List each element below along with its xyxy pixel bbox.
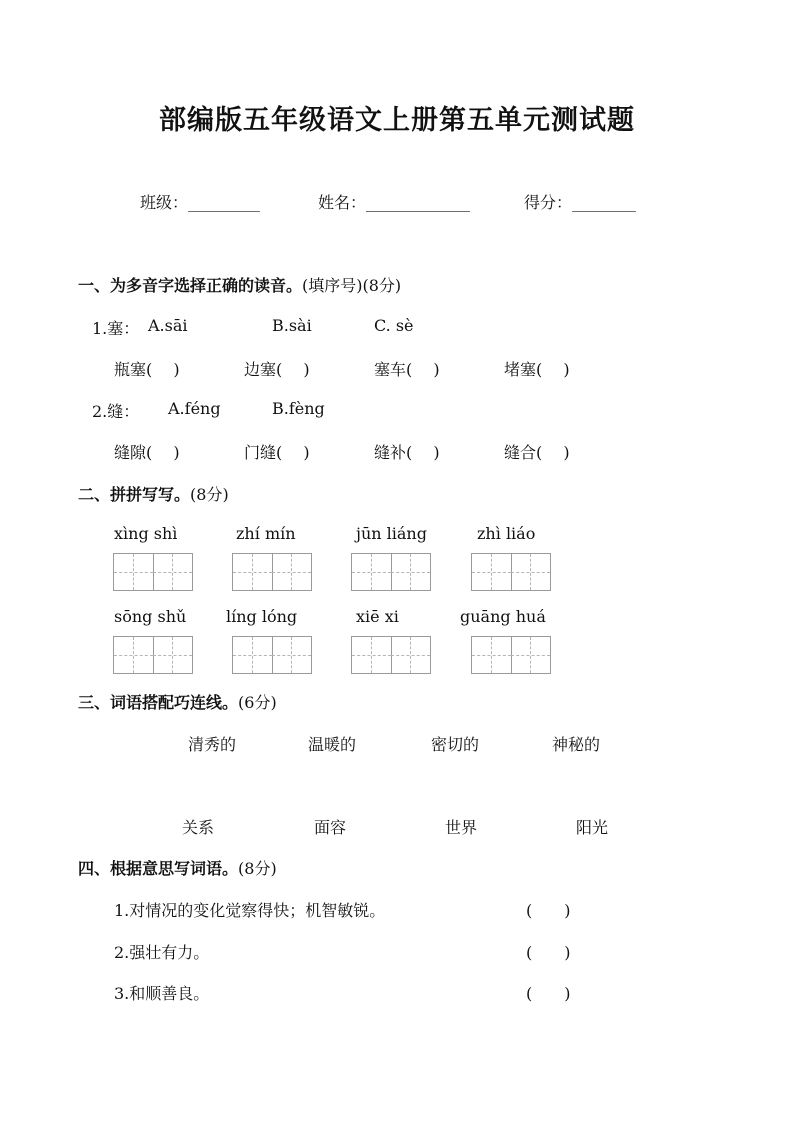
score-blank: ________ xyxy=(572,193,637,212)
pinyin-label: sōng shǔ xyxy=(114,607,187,626)
pinyin-label: xiē xi xyxy=(356,607,399,626)
class-label: 班级： xyxy=(140,193,189,212)
section4-heading xyxy=(78,856,277,879)
section1-title: 一、为多音字选择正确的读音。 xyxy=(78,276,303,295)
writing-grid[interactable] xyxy=(232,636,312,674)
name-field xyxy=(318,190,470,213)
answer-blank[interactable]: ( ) xyxy=(526,984,571,1003)
section1-heading xyxy=(78,273,401,296)
q1-label: 1.塞： xyxy=(92,319,140,338)
class-field xyxy=(140,190,260,213)
section4-points: (8分) xyxy=(238,859,277,878)
pinyin-label: jūn liáng xyxy=(356,524,427,543)
match-word-top[interactable]: 温暖的 xyxy=(308,735,357,754)
section3-title: 三、词语搭配巧连线。 xyxy=(78,693,239,712)
answer-blank[interactable]: ( ) xyxy=(526,901,571,920)
match-word-top[interactable]: 清秀的 xyxy=(188,735,237,754)
q2-option-b: B.fèng xyxy=(272,399,325,418)
writing-grid[interactable] xyxy=(351,636,431,674)
q2-word: 缝隙( ) xyxy=(114,443,180,462)
writing-grid[interactable] xyxy=(232,553,312,591)
match-word-bottom[interactable]: 面容 xyxy=(314,818,347,837)
q2-word: 缝合( ) xyxy=(504,443,570,462)
match-word-top[interactable]: 密切的 xyxy=(431,735,480,754)
writing-grid[interactable] xyxy=(351,553,431,591)
q1-word: 堵塞( ) xyxy=(504,360,570,379)
pinyin-label: zhí mín xyxy=(236,524,296,543)
class-blank: _________ xyxy=(188,193,261,212)
definition-item: 1.对情况的变化觉察得快；机智敏锐。 xyxy=(114,901,386,920)
name-blank: _____________ xyxy=(366,193,471,212)
q1-word: 边塞( ) xyxy=(244,360,310,379)
writing-grid[interactable] xyxy=(471,553,551,591)
q2-option-a: A.féng xyxy=(168,399,221,418)
q1-word: 瓶塞( ) xyxy=(114,360,180,379)
q1-option-a: A.sāi xyxy=(148,316,188,335)
definition-item: 3.和顺善良。 xyxy=(114,984,210,1003)
q2-word: 门缝( ) xyxy=(244,443,310,462)
pinyin-label: guāng huá xyxy=(460,607,546,626)
q1-option-b: B.sài xyxy=(272,316,312,335)
section2-title: 二、拼拼写写。 xyxy=(78,485,191,504)
page-title: 部编版五年级语文上册第五单元测试题 xyxy=(159,105,635,136)
q1-word: 塞车( ) xyxy=(374,360,440,379)
answer-blank[interactable]: ( ) xyxy=(526,943,571,962)
match-word-bottom[interactable]: 世界 xyxy=(445,818,478,837)
section3-points: (6分) xyxy=(238,693,277,712)
section3-heading xyxy=(78,690,277,713)
section2-points: (8分) xyxy=(190,485,229,504)
pinyin-label: zhì liáo xyxy=(477,524,536,543)
score-field xyxy=(524,190,636,213)
name-label: 姓名： xyxy=(318,193,367,212)
section2-heading xyxy=(78,482,229,505)
pinyin-label: líng lóng xyxy=(226,607,298,626)
pinyin-label: xìng shì xyxy=(114,524,178,543)
match-word-bottom[interactable]: 关系 xyxy=(182,818,215,837)
section1-points: (填序号)(8分) xyxy=(302,276,402,295)
writing-grid[interactable] xyxy=(113,636,193,674)
q2-word: 缝补( ) xyxy=(374,443,440,462)
q2-label: 2.缝： xyxy=(92,402,140,421)
writing-grid[interactable] xyxy=(113,553,193,591)
section4-title: 四、根据意思写词语。 xyxy=(78,859,239,878)
match-word-top[interactable]: 神秘的 xyxy=(552,735,601,754)
q1-option-c: C. sè xyxy=(374,316,414,335)
definition-item: 2.强壮有力。 xyxy=(114,943,210,962)
writing-grid[interactable] xyxy=(471,636,551,674)
match-word-bottom[interactable]: 阳光 xyxy=(576,818,609,837)
score-label: 得分： xyxy=(524,193,573,212)
